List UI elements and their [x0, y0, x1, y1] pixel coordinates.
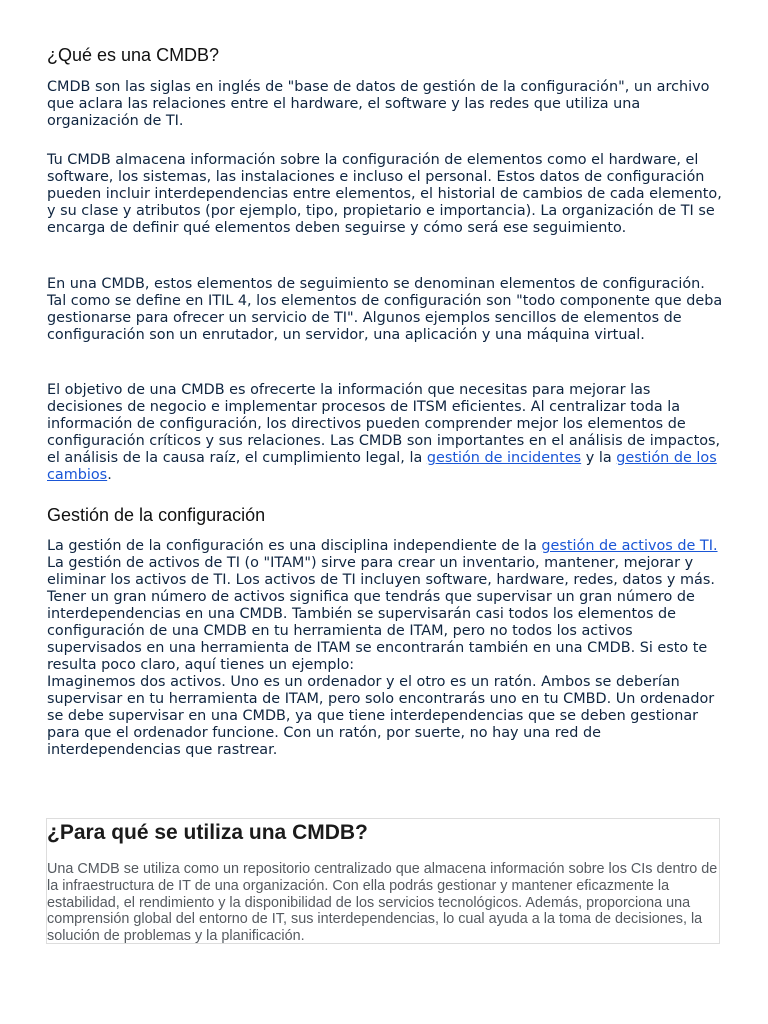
objective-end: . [107, 467, 112, 483]
gestion-text-rest: La gestión de activos de TI (o "ITAM") sirve para crear un inventario, mantener, mejorar y eliminar los activos de TI. Los activos de TI incluyen software, hardware, redes, datos y más. Tener un gran número de activos significa que tendrás que supervisar un gran número de interdependencias en una CMDB. También se supervisarán casi todos los elementos de configuración de una CMDB en tu herramienta de ITAM, pero no todos los activos supervisados en una herramienta de ITAM se encontrarán también en una CMDB. Si esto te resulta poco claro, aquí tienes un ejemplo: [47, 555, 715, 673]
paragraph-cmdb-definition: CMDB son las siglas en inglés de "base de datos de gestión de la configuración", un archivo que aclara las relaciones entre el hardware, el software y las redes que utiliza una organización de TI. [47, 79, 710, 129]
section-heading-cmdb: ¿Qué es una CMDB? [47, 45, 220, 65]
section-heading-gestion-config: Gestión de la configuración [47, 505, 266, 525]
paragraph-gestion-config [47, 538, 723, 759]
paragraph-cmdb-objective [47, 382, 723, 484]
callout-text: Una CMDB se utiliza como un repositorio centralizado que almacena información sobre los CIs dentro de la infraestructura de IT de una organización. Con ella podrás gestionar y mantener eficazmente la estabilidad, el rendimiento y la disponibilidad de los servicios tecnológicos. Además, proporciona una comprensión global del entorno de IT, sus interdependencias, lo cual ayuda a la toma de decisiones, la solución de problemas y la planificación. [47, 861, 718, 945]
objective-mid: y la [581, 450, 617, 466]
gestion-example: Imaginemos dos activos. Uno es un ordenador y el otro es un ratón. Ambos se deberían supervisar en tu herramienta de ITAM, pero solo encontrarás uno en tu CMBD. Un ordenador se debe supervisar en una CMDB, ya que tiene interdependencias que se deben gestionar para que el ordenador funcione. Con un ratón, por suerte, no hay una red de interdependencias que rastrear. [47, 674, 715, 758]
link-gestion-activos[interactable]: gestión de activos de TI. [541, 538, 718, 554]
link-gestion-cambios[interactable]: gestión de los cambios [47, 450, 717, 483]
gestion-text-start: La gestión de la configuración es una disciplina independiente de la [47, 538, 542, 554]
link-gestion-incidentes[interactable]: gestión de incidentes [426, 450, 582, 466]
paragraph-config-items: En una CMDB, estos elementos de seguimiento se denominan elementos de configuración. Tal como se define en ITIL 4, los elementos de configuración son "todo componente que deba gestionarse para ofrecer un servicio de TI". Algunos ejemplos sencillos de elementos de configuración son un enrutador, un servidor, una aplicación y una máquina virtual. [47, 276, 723, 343]
callout-box [46, 818, 720, 944]
callout-heading: ¿Para qué se utiliza una CMDB? [47, 821, 368, 844]
paragraph-cmdb-storage: Tu CMDB almacena información sobre la configuración de elementos como el hardware, el software, los sistemas, las instalaciones e incluso el personal. Estos datos de configuración pueden incluir interdependencias entre elementos, el historial de cambios de cada elemento, y su clase y atributos (por ejemplo, tipo, propietario e importancia). La organización de TI se encarga de definir qué elementos deben seguirse y cómo será ese seguimiento. [47, 152, 722, 236]
objective-text: El objetivo de una CMDB es ofrecerte la información que necesitas para mejorar las decisiones de negocio e implementar procesos de ITSM eficientes. Al centralizar toda la información de configuración, los directivos pueden comprender mejor los elementos de configuración críticos y sus relaciones. Las CMDB son importantes en el análisis de impactos, el análisis de la causa raíz, el cumplimiento legal, la [47, 382, 721, 466]
